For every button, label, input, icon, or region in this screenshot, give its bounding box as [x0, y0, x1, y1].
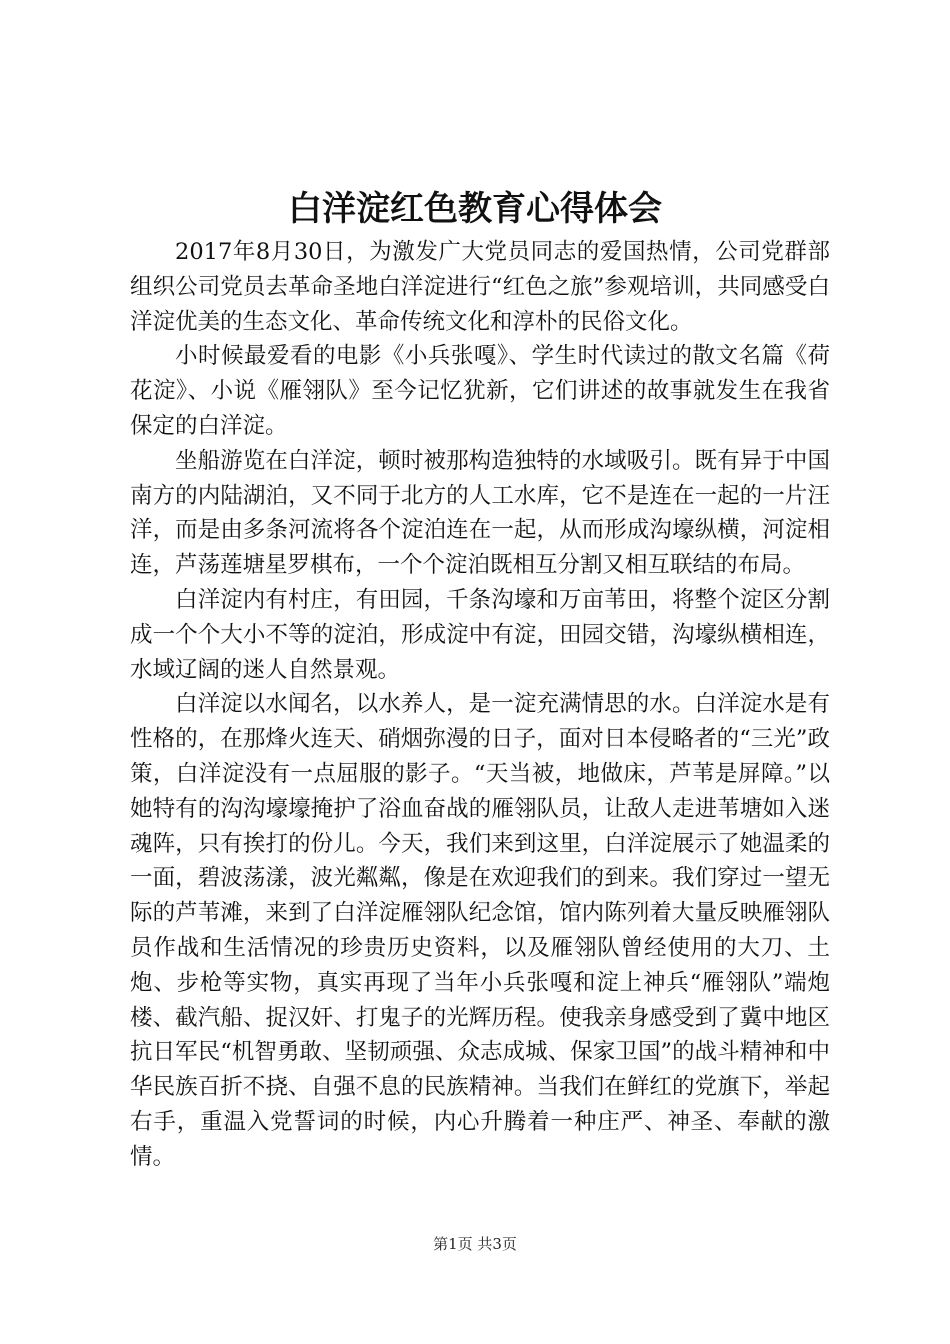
paragraph-5: 白洋淀以水闻名，以水养人，是一淀充满情思的水。白洋淀水是有性格的，在那烽火连天、硝烟弥漫的日子，面对日本侵略者的“三光”政策，白洋淀没有一点屈服的影子。“天当被，地做床，芦苇是屏障。”以她特有的沟沟壕壕掩护了浴血奋战的雁翎队员，让敌人走进苇塘如入迷魂阵，只有挨打的份儿。今天，我们来到这里，白洋淀展示了她温柔的一面，碧波荡漾，波光粼粼，像是在欢迎我们的到来。我们穿过一望无际的芦苇滩，来到了白洋淀雁翎队纪念馆，馆内陈列着大量反映雁翎队员作战和生活情况的珍贵历史资料，以及雁翎队曾经使用的大刀、土炮、步枪等实物，真实再现了当年小兵张嘎和淀上神兵“雁翎队”端炮楼、截汽船、捉汉奸、打鬼子的光辉历程。使我亲身感受到了冀中地区抗日军民“机智勇敢、坚韧顽强、众志成城、保家卫国”的战斗精神和中华民族百折不挠、自强不息的民族精神。当我们在鲜红的党旗下，举起右手，重温入党誓词的时候，内心升腾着一种庄严、神圣、奉献的激情。 — [130, 691, 830, 1170]
document-title: 白洋淀红色教育心得体会 — [288, 189, 662, 229]
document-body — [130, 235, 830, 1175]
paragraph-4: 白洋淀内有村庄，有田园，千条沟壕和万亩苇田，将整个淀区分割成一个个大小不等的淀泊，形成淀中有淀，田园交错，沟壕纵横相连，水域辽阔的迷人自然景观。 — [130, 586, 830, 683]
page-number-footer: 第1页 共3页 — [433, 1235, 517, 1253]
paragraph-3: 坐船游览在白洋淀，顿时被那构造独特的水域吸引。既有异于中国南方的内陆湖泊，又不同于北方的人工水库，它不是连在一起的一片汪洋，而是由多条河流将各个淀泊连在一起，从而形成沟壕纵横，河淀相连，芦荡莲塘星罗棋布，一个个淀泊既相互分割又相互联结的布局。 — [130, 447, 830, 579]
paragraph-1: 2017年8月30日，为激发广大党员同志的爱国热情，公司党群部组织公司党员去革命圣地白洋淀进行“红色之旅”参观培训，共同感受白洋淀优美的生态文化、革命传统文化和淳朴的民俗文化。 — [130, 239, 830, 335]
paragraph-2: 小时候最爱看的电影《小兵张嘎》、学生时代读过的散文名篇《荷花淀》、小说《雁翎队》至今记忆犹新，它们讲述的故事就发生在我省保定的白洋淀。 — [130, 343, 830, 439]
